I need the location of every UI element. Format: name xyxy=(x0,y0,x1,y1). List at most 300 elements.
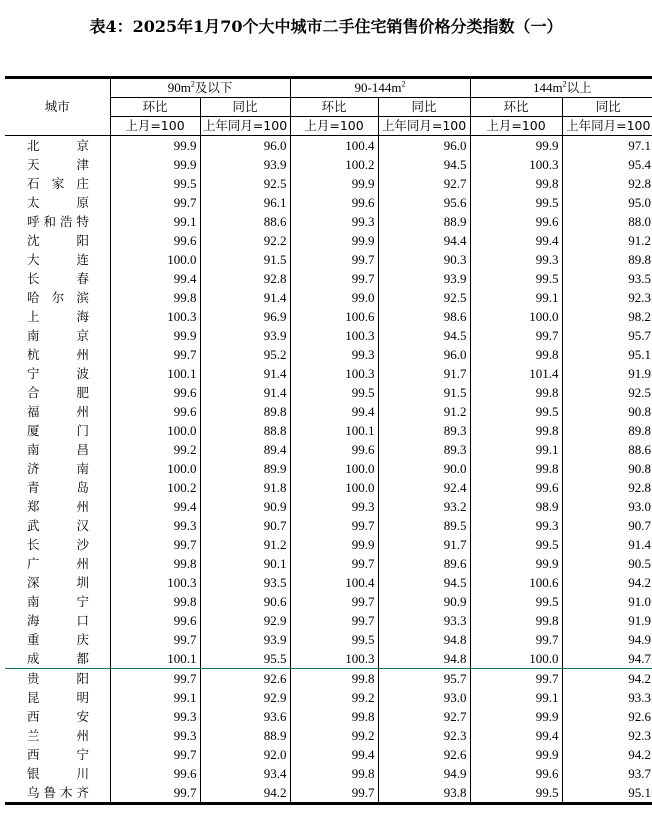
table-row xyxy=(5,516,652,535)
index-value-cell: 99.1 xyxy=(110,688,200,707)
index-value-cell: 93.2 xyxy=(378,497,470,516)
index-value-cell: 100.6 xyxy=(470,573,562,592)
city-cell xyxy=(5,573,110,592)
index-value-cell: 99.3 xyxy=(470,516,562,535)
index-value-cell: 94.2 xyxy=(562,745,652,764)
table-row xyxy=(5,592,652,611)
index-value-cell: 100.3 xyxy=(290,364,378,383)
city-name: 西 安 xyxy=(27,709,89,724)
index-value-cell: 91.4 xyxy=(200,364,290,383)
city-name: 长 沙 xyxy=(27,537,89,552)
index-value-cell: 99.7 xyxy=(110,630,200,649)
index-value-cell: 99.8 xyxy=(110,554,200,573)
table-row xyxy=(5,402,652,421)
index-value-cell: 91.8 xyxy=(200,478,290,497)
city-cell xyxy=(5,402,110,421)
index-value-cell: 99.3 xyxy=(290,497,378,516)
table-row xyxy=(5,231,652,250)
city-name: 合 肥 xyxy=(27,385,89,400)
index-value-cell: 95.2 xyxy=(200,345,290,364)
subheader-yoy: 同比 xyxy=(562,98,652,117)
index-value-cell: 100.0 xyxy=(290,478,378,497)
index-value-cell: 95.6 xyxy=(378,193,470,212)
index-value-cell: 92.8 xyxy=(562,478,652,497)
table-row xyxy=(5,649,652,669)
city-cell xyxy=(5,326,110,345)
index-value-cell: 94.5 xyxy=(378,573,470,592)
index-value-cell: 91.5 xyxy=(378,383,470,402)
index-value-cell: 100.3 xyxy=(290,326,378,345)
index-value-cell: 95.4 xyxy=(562,155,652,174)
index-value-cell: 89.9 xyxy=(200,459,290,478)
city-cell xyxy=(5,669,110,689)
index-value-cell: 99.7 xyxy=(110,345,200,364)
index-value-cell: 92.8 xyxy=(562,174,652,193)
table-row xyxy=(5,326,652,345)
table-title: 表4：2025年1月70个大中城市二手住宅销售价格分类指数（一） xyxy=(89,17,563,36)
index-value-cell: 100.1 xyxy=(110,649,200,669)
index-value-cell: 91.4 xyxy=(562,535,652,554)
index-value-cell: 96.1 xyxy=(200,193,290,212)
city-cell xyxy=(5,630,110,649)
city-name: 太 原 xyxy=(27,195,89,210)
index-value-cell: 93.8 xyxy=(378,783,470,804)
table-row xyxy=(5,726,652,745)
index-value-cell: 93.9 xyxy=(200,155,290,174)
table-row xyxy=(5,345,652,364)
index-value-cell: 92.6 xyxy=(378,745,470,764)
index-value-cell: 89.3 xyxy=(378,440,470,459)
city-cell xyxy=(5,421,110,440)
index-value-cell: 94.9 xyxy=(562,630,652,649)
city-cell xyxy=(5,516,110,535)
index-value-cell: 99.5 xyxy=(470,592,562,611)
index-value-cell: 100.4 xyxy=(290,573,378,592)
city-cell xyxy=(5,459,110,478)
city-cell xyxy=(5,745,110,764)
table-body xyxy=(5,136,652,804)
index-value-cell: 99.9 xyxy=(110,155,200,174)
subheader-yoy: 同比 xyxy=(200,98,290,117)
city-cell xyxy=(5,383,110,402)
index-value-cell: 99.6 xyxy=(290,193,378,212)
index-value-cell: 91.7 xyxy=(378,535,470,554)
index-value-cell: 93.9 xyxy=(200,326,290,345)
index-value-cell: 91.0 xyxy=(562,592,652,611)
city-name: 杭 州 xyxy=(27,347,89,362)
index-value-cell: 88.9 xyxy=(378,212,470,231)
index-value-cell: 91.2 xyxy=(562,231,652,250)
index-value-cell: 90.6 xyxy=(200,592,290,611)
index-value-cell: 100.6 xyxy=(290,307,378,326)
index-value-cell: 92.9 xyxy=(200,688,290,707)
index-value-cell: 88.6 xyxy=(200,212,290,231)
index-value-cell: 99.9 xyxy=(470,707,562,726)
city-cell xyxy=(5,269,110,288)
index-value-cell: 91.4 xyxy=(200,383,290,402)
index-value-cell: 90.5 xyxy=(562,554,652,573)
city-cell xyxy=(5,307,110,326)
subheader-yoy: 同比 xyxy=(378,98,470,117)
index-value-cell: 92.2 xyxy=(200,231,290,250)
index-value-cell: 90.0 xyxy=(378,459,470,478)
index-value-cell: 94.8 xyxy=(378,630,470,649)
index-value-cell: 99.2 xyxy=(290,726,378,745)
city-cell xyxy=(5,649,110,669)
index-value-cell: 100.0 xyxy=(110,421,200,440)
index-value-cell: 100.1 xyxy=(110,364,200,383)
index-value-cell: 95.5 xyxy=(200,649,290,669)
index-value-cell: 96.0 xyxy=(378,136,470,156)
index-value-cell: 99.8 xyxy=(470,611,562,630)
index-value-cell: 99.5 xyxy=(110,174,200,193)
index-value-cell: 93.6 xyxy=(200,707,290,726)
index-value-cell: 89.8 xyxy=(200,402,290,421)
index-value-cell: 94.4 xyxy=(378,231,470,250)
index-value-cell: 91.4 xyxy=(200,288,290,307)
table-row xyxy=(5,269,652,288)
index-value-cell: 94.5 xyxy=(378,155,470,174)
index-value-cell: 100.0 xyxy=(290,459,378,478)
city-name: 南 昌 xyxy=(27,442,89,457)
base-label: 上月=100 xyxy=(110,117,200,136)
city-name: 南 宁 xyxy=(27,594,89,609)
table-row xyxy=(5,497,652,516)
index-value-cell: 92.9 xyxy=(200,611,290,630)
index-value-cell: 90.3 xyxy=(378,250,470,269)
index-value-cell: 99.1 xyxy=(470,288,562,307)
index-value-cell: 99.8 xyxy=(290,707,378,726)
city-cell xyxy=(5,174,110,193)
city-name: 长 春 xyxy=(27,271,89,286)
index-value-cell: 93.3 xyxy=(562,688,652,707)
city-cell xyxy=(5,136,110,156)
index-value-cell: 100.0 xyxy=(110,459,200,478)
index-value-cell: 93.3 xyxy=(378,611,470,630)
index-value-cell: 94.8 xyxy=(378,649,470,669)
index-value-cell: 99.5 xyxy=(470,193,562,212)
city-cell xyxy=(5,535,110,554)
index-value-cell: 93.0 xyxy=(378,688,470,707)
city-name: 石 家 庄 xyxy=(27,176,89,191)
city-name: 青 岛 xyxy=(27,480,89,495)
index-value-cell: 97.1 xyxy=(562,136,652,156)
city-cell xyxy=(5,440,110,459)
index-value-cell: 92.4 xyxy=(378,478,470,497)
index-value-cell: 99.8 xyxy=(110,288,200,307)
index-value-cell: 90.8 xyxy=(562,459,652,478)
index-value-cell: 89.3 xyxy=(378,421,470,440)
index-value-cell: 88.8 xyxy=(200,421,290,440)
index-value-cell: 92.6 xyxy=(200,669,290,689)
index-value-cell: 94.2 xyxy=(562,669,652,689)
index-value-cell: 92.5 xyxy=(200,174,290,193)
city-cell xyxy=(5,250,110,269)
index-value-cell: 88.9 xyxy=(200,726,290,745)
index-value-cell: 99.9 xyxy=(470,136,562,156)
city-name: 昆 明 xyxy=(27,690,89,705)
index-value-cell: 100.4 xyxy=(290,136,378,156)
city-cell xyxy=(5,726,110,745)
index-value-cell: 99.6 xyxy=(110,402,200,421)
index-value-cell: 95.7 xyxy=(562,326,652,345)
index-value-cell: 88.6 xyxy=(562,440,652,459)
index-value-cell: 96.9 xyxy=(200,307,290,326)
index-value-cell: 94.2 xyxy=(200,783,290,804)
city-cell xyxy=(5,554,110,573)
index-value-cell: 99.4 xyxy=(110,497,200,516)
table-row xyxy=(5,573,652,592)
group-header-under-90: $90m^2$及以下 xyxy=(110,78,290,98)
city-name: 重 庆 xyxy=(27,632,89,647)
index-value-cell: 89.6 xyxy=(378,554,470,573)
index-value-cell: 92.3 xyxy=(562,726,652,745)
group-header-90-144: $90-144m^2$ xyxy=(290,78,470,98)
index-value-cell: 99.0 xyxy=(290,288,378,307)
table-row xyxy=(5,630,652,649)
index-value-cell: 99.6 xyxy=(470,764,562,783)
index-value-cell: 95.1 xyxy=(562,783,652,804)
index-value-cell: 99.7 xyxy=(290,554,378,573)
index-value-cell: 99.6 xyxy=(470,212,562,231)
city-cell xyxy=(5,155,110,174)
index-value-cell: 93.7 xyxy=(562,764,652,783)
index-value-cell: 99.9 xyxy=(470,745,562,764)
table-row xyxy=(5,212,652,231)
index-value-cell: 91.7 xyxy=(378,364,470,383)
index-value-cell: 92.7 xyxy=(378,174,470,193)
index-value-cell: 89.8 xyxy=(562,421,652,440)
city-name: 厦 门 xyxy=(27,423,89,438)
index-value-cell: 92.5 xyxy=(378,288,470,307)
city-name: 郑 州 xyxy=(27,499,89,514)
subheader-mom: 环比 xyxy=(290,98,378,117)
index-value-cell: 100.3 xyxy=(110,307,200,326)
index-value-cell: 99.9 xyxy=(110,136,200,156)
index-value-cell: 99.5 xyxy=(470,783,562,804)
city-cell xyxy=(5,212,110,231)
city-name: 兰 州 xyxy=(27,728,89,743)
city-cell xyxy=(5,478,110,497)
table-row xyxy=(5,669,652,689)
group-header-over-144: $144m^2$以上 xyxy=(470,78,652,98)
index-value-cell: 92.5 xyxy=(562,383,652,402)
index-value-cell: 99.7 xyxy=(290,269,378,288)
index-value-cell: 91.2 xyxy=(378,402,470,421)
base-label: 上年同月=100 xyxy=(378,117,470,136)
city-name: 武 汉 xyxy=(27,518,89,533)
city-name: 大 连 xyxy=(27,252,89,267)
index-value-cell: 91.9 xyxy=(562,611,652,630)
city-name: 成 都 xyxy=(27,651,89,666)
table-row xyxy=(5,421,652,440)
index-value-cell: 99.9 xyxy=(290,231,378,250)
index-value-cell: 92.8 xyxy=(200,269,290,288)
index-value-cell: 99.8 xyxy=(110,592,200,611)
index-value-cell: 99.5 xyxy=(470,269,562,288)
index-value-cell: 99.3 xyxy=(110,726,200,745)
index-value-cell: 89.4 xyxy=(200,440,290,459)
index-value-cell: 99.5 xyxy=(470,402,562,421)
index-value-cell: 93.5 xyxy=(562,269,652,288)
table-row xyxy=(5,535,652,554)
index-value-cell: 91.9 xyxy=(562,364,652,383)
index-value-cell: 99.7 xyxy=(290,611,378,630)
city-cell xyxy=(5,688,110,707)
index-value-cell: 100.3 xyxy=(290,649,378,669)
index-value-cell: 88.0 xyxy=(562,212,652,231)
table-row xyxy=(5,364,652,383)
index-value-cell: 92.0 xyxy=(200,745,290,764)
index-value-cell: 99.9 xyxy=(290,535,378,554)
city-cell xyxy=(5,193,110,212)
city-name: 天 津 xyxy=(27,157,89,172)
city-name: 上 海 xyxy=(27,309,89,324)
city-cell xyxy=(5,288,110,307)
index-value-cell: 98.9 xyxy=(470,497,562,516)
table-row xyxy=(5,155,652,174)
index-value-cell: 99.9 xyxy=(470,554,562,573)
index-value-cell: 90.8 xyxy=(562,402,652,421)
index-value-cell: 99.7 xyxy=(470,630,562,649)
city-name: 沈 阳 xyxy=(27,233,89,248)
index-value-cell: 99.5 xyxy=(290,630,378,649)
index-value-cell: 99.6 xyxy=(110,611,200,630)
index-value-cell: 99.3 xyxy=(290,345,378,364)
index-value-cell: 99.4 xyxy=(290,402,378,421)
index-value-cell: 99.7 xyxy=(110,783,200,804)
index-value-cell: 99.8 xyxy=(290,669,378,689)
index-value-cell: 99.8 xyxy=(470,421,562,440)
subheader-mom: 环比 xyxy=(470,98,562,117)
index-value-cell: 89.5 xyxy=(378,516,470,535)
index-value-cell: 98.6 xyxy=(378,307,470,326)
table-row xyxy=(5,554,652,573)
city-name: 银 川 xyxy=(27,766,89,781)
base-label: 上月=100 xyxy=(470,117,562,136)
city-cell xyxy=(5,231,110,250)
index-value-cell: 99.7 xyxy=(470,669,562,689)
index-value-cell: 93.9 xyxy=(378,269,470,288)
city-name: 哈 尔 滨 xyxy=(27,290,89,305)
index-value-cell: 94.2 xyxy=(562,573,652,592)
index-value-cell: 99.3 xyxy=(110,707,200,726)
index-value-cell: 99.2 xyxy=(290,688,378,707)
index-value-cell: 92.3 xyxy=(562,288,652,307)
table-row xyxy=(5,611,652,630)
index-value-cell: 99.7 xyxy=(110,669,200,689)
price-index-table xyxy=(5,76,652,805)
index-value-cell: 99.7 xyxy=(290,516,378,535)
city-cell xyxy=(5,345,110,364)
index-value-cell: 99.6 xyxy=(110,231,200,250)
index-value-cell: 90.9 xyxy=(200,497,290,516)
index-value-cell: 100.3 xyxy=(110,573,200,592)
index-value-cell: 99.3 xyxy=(110,516,200,535)
city-name: 福 州 xyxy=(27,404,89,419)
index-value-cell: 99.3 xyxy=(290,212,378,231)
index-value-cell: 99.4 xyxy=(470,231,562,250)
index-value-cell: 96.0 xyxy=(378,345,470,364)
index-value-cell: 93.4 xyxy=(200,764,290,783)
index-value-cell: 99.7 xyxy=(290,592,378,611)
table-row xyxy=(5,136,652,156)
index-value-cell: 99.6 xyxy=(110,764,200,783)
city-name: 北 京 xyxy=(27,138,89,153)
city-name: 济 南 xyxy=(27,461,89,476)
index-value-cell: 99.1 xyxy=(470,688,562,707)
index-value-cell: 99.4 xyxy=(110,269,200,288)
index-value-cell: 99.4 xyxy=(290,745,378,764)
index-value-cell: 91.5 xyxy=(200,250,290,269)
index-value-cell: 100.2 xyxy=(290,155,378,174)
index-value-cell: 92.3 xyxy=(378,726,470,745)
table-row xyxy=(5,250,652,269)
index-value-cell: 98.2 xyxy=(562,307,652,326)
index-value-cell: 99.9 xyxy=(290,174,378,193)
city-cell xyxy=(5,764,110,783)
base-label: 上月=100 xyxy=(290,117,378,136)
index-value-cell: 94.9 xyxy=(378,764,470,783)
city-name: 西 宁 xyxy=(27,747,89,762)
table-row xyxy=(5,688,652,707)
index-value-cell: 95.7 xyxy=(378,669,470,689)
index-value-cell: 99.7 xyxy=(110,193,200,212)
index-value-cell: 90.7 xyxy=(562,516,652,535)
city-name: 南 京 xyxy=(27,328,89,343)
table-row xyxy=(5,193,652,212)
index-value-cell: 99.7 xyxy=(470,326,562,345)
city-name: 广 州 xyxy=(27,556,89,571)
city-name: 宁 波 xyxy=(27,366,89,381)
index-value-cell: 99.7 xyxy=(290,250,378,269)
index-value-cell: 99.4 xyxy=(470,726,562,745)
index-value-cell: 100.0 xyxy=(470,649,562,669)
index-value-cell: 100.0 xyxy=(110,250,200,269)
table-row xyxy=(5,745,652,764)
city-name: 乌鲁木齐 xyxy=(27,785,89,800)
city-name: 深 圳 xyxy=(27,575,89,590)
table-row xyxy=(5,459,652,478)
table-row xyxy=(5,174,652,193)
city-cell xyxy=(5,364,110,383)
index-value-cell: 99.8 xyxy=(290,764,378,783)
index-value-cell: 94.7 xyxy=(562,649,652,669)
index-value-cell: 90.7 xyxy=(200,516,290,535)
subheader-mom: 环比 xyxy=(110,98,200,117)
index-value-cell: 92.7 xyxy=(378,707,470,726)
index-value-cell: 99.8 xyxy=(470,174,562,193)
index-value-cell: 95.1 xyxy=(562,345,652,364)
table-row xyxy=(5,764,652,783)
index-value-cell: 99.8 xyxy=(470,345,562,364)
index-value-cell: 99.6 xyxy=(470,478,562,497)
base-label: 上年同月=100 xyxy=(562,117,652,136)
table-row xyxy=(5,440,652,459)
index-value-cell: 100.3 xyxy=(470,155,562,174)
index-value-cell: 96.0 xyxy=(200,136,290,156)
table-row xyxy=(5,383,652,402)
index-value-cell: 93.5 xyxy=(200,573,290,592)
city-cell xyxy=(5,707,110,726)
index-value-cell: 95.0 xyxy=(562,193,652,212)
city-cell xyxy=(5,497,110,516)
index-value-cell: 99.8 xyxy=(470,383,562,402)
index-value-cell: 99.8 xyxy=(470,459,562,478)
city-column-header: 城市 xyxy=(5,78,110,136)
table-row xyxy=(5,288,652,307)
city-name: 贵 阳 xyxy=(27,671,89,686)
